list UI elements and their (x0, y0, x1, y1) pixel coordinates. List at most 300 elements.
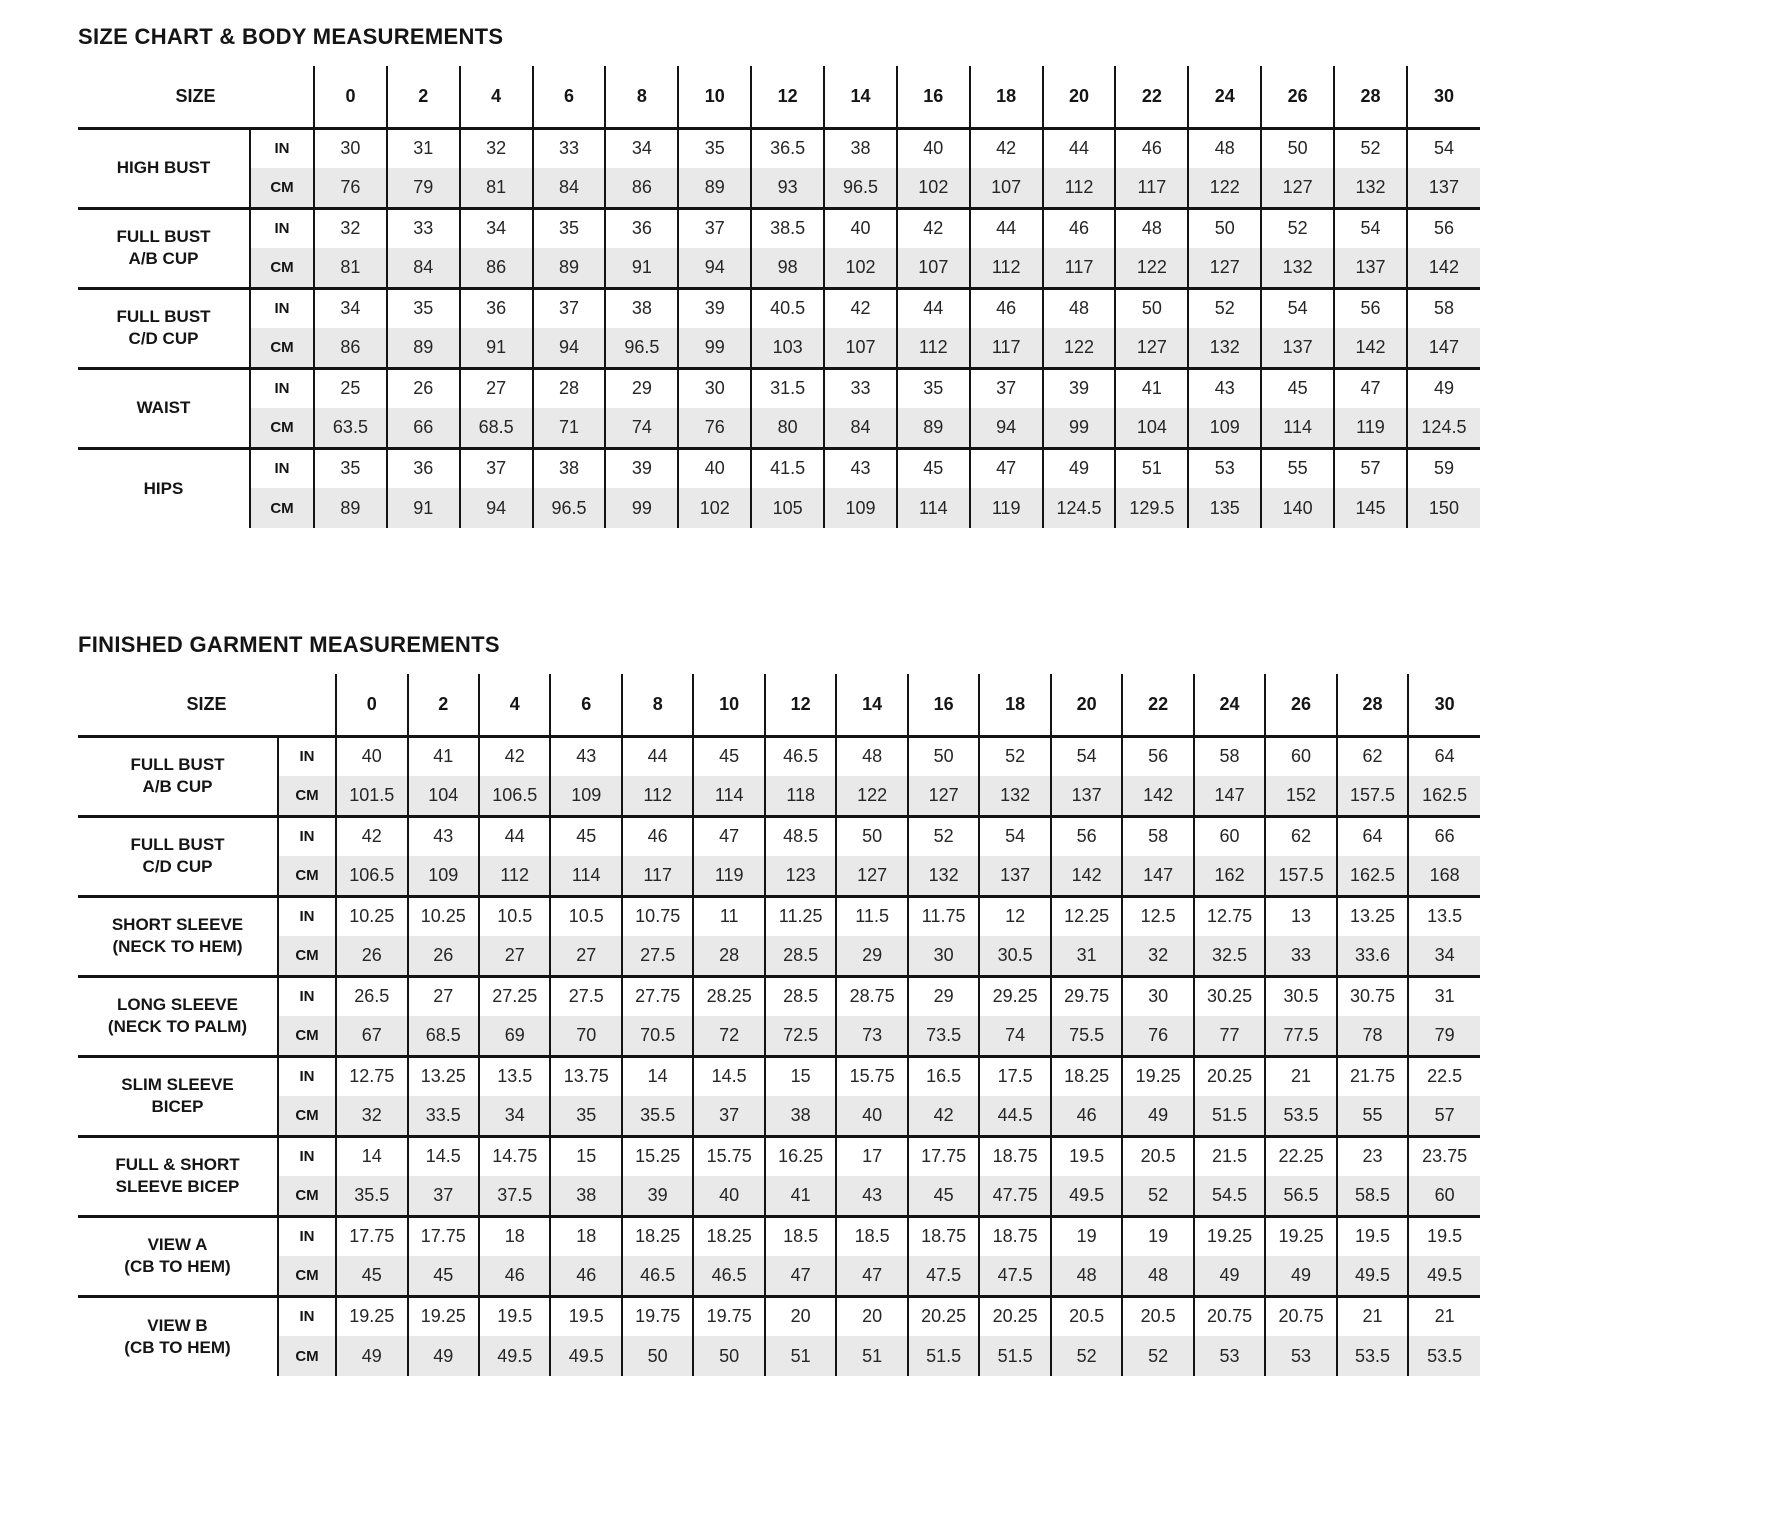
measurement-value-cell: 30.75 (1337, 976, 1408, 1016)
measurement-value-cell: 36.5 (751, 128, 824, 168)
unit-label-in: IN (250, 368, 314, 408)
measurement-value-cell: 47 (693, 816, 764, 856)
measurement-value-cell: 98 (751, 248, 824, 288)
measurement-value-cell: 62 (1265, 816, 1336, 856)
measurement-value-cell: 33 (387, 208, 460, 248)
measurement-value-cell: 40 (693, 1176, 764, 1216)
row-label-line: VIEW B (147, 1315, 208, 1335)
measurement-value-cell: 35 (678, 128, 751, 168)
measurement-value-cell: 31 (1051, 936, 1122, 976)
measurement-value-cell: 96.5 (824, 168, 897, 208)
measurement-value-cell: 50 (1188, 208, 1261, 248)
measurement-value-cell: 53 (1188, 448, 1261, 488)
measurement-value-cell: 43 (824, 448, 897, 488)
measurement-value-cell: 60 (1265, 736, 1336, 776)
row-label (78, 368, 250, 448)
row-label-line: (CB TO HEM) (124, 1257, 231, 1276)
measurement-value-cell: 46.5 (693, 1256, 764, 1296)
unit-label-cm: CM (250, 488, 314, 528)
measurement-value-cell: 132 (908, 856, 979, 896)
measurement-value-cell: 119 (693, 856, 764, 896)
row-label (78, 128, 250, 208)
size-header-cell: 4 (479, 674, 550, 736)
unit-label-in: IN (278, 1296, 336, 1336)
measurement-value-cell: 168 (1408, 856, 1480, 896)
measurement-value-cell: 56 (1051, 816, 1122, 856)
measurement-value-cell: 19.5 (479, 1296, 550, 1336)
measurement-value-cell: 58 (1407, 288, 1480, 328)
measurement-value-cell: 114 (550, 856, 621, 896)
measurement-value-cell: 39 (622, 1176, 693, 1216)
measurement-table (78, 674, 1480, 1376)
measurement-value-cell: 137 (1261, 328, 1334, 368)
measurement-value-cell: 52 (908, 816, 979, 856)
measurement-value-cell: 20.25 (908, 1296, 979, 1336)
measurement-value-cell: 16.5 (908, 1056, 979, 1096)
measurement-value-cell: 89 (678, 168, 751, 208)
measurement-value-cell: 32 (336, 1096, 407, 1136)
measurement-value-cell: 102 (678, 488, 751, 528)
measurement-value-cell: 47.75 (979, 1176, 1050, 1216)
size-header-cell: 8 (605, 66, 678, 128)
measurement-value-cell: 124.5 (1407, 408, 1480, 448)
measurement-value-cell: 147 (1194, 776, 1265, 816)
measurement-value-cell: 122 (1115, 248, 1188, 288)
measurement-value-cell: 44 (479, 816, 550, 856)
measurement-value-cell: 94 (533, 328, 606, 368)
measurement-value-cell: 89 (314, 488, 387, 528)
measurement-value-cell: 96.5 (533, 488, 606, 528)
measurement-value-cell: 58 (1194, 736, 1265, 776)
row-label-line: C/D CUP (142, 857, 213, 876)
measurement-value-cell: 54 (1051, 736, 1122, 776)
measurement-value-cell: 89 (533, 248, 606, 288)
measurement-value-cell: 28.75 (836, 976, 907, 1016)
unit-label-cm: CM (278, 1016, 336, 1056)
size-header-cell: 6 (550, 674, 621, 736)
measurement-value-cell: 34 (314, 288, 387, 328)
measurement-value-cell: 52 (979, 736, 1050, 776)
measurement-value-cell: 30.25 (1194, 976, 1265, 1016)
measurement-value-cell: 102 (897, 168, 970, 208)
measurement-value-cell: 68.5 (408, 1016, 479, 1056)
measurement-value-cell: 142 (1051, 856, 1122, 896)
measurement-value-cell: 32 (1122, 936, 1193, 976)
measurement-value-cell: 117 (1043, 248, 1116, 288)
measurement-value-cell: 51 (836, 1336, 907, 1376)
measurement-value-cell: 81 (314, 248, 387, 288)
measurement-value-cell: 45 (693, 736, 764, 776)
measurement-value-cell: 33.5 (408, 1096, 479, 1136)
measurement-value-cell: 17 (836, 1136, 907, 1176)
measurement-value-cell: 22.25 (1265, 1136, 1336, 1176)
garment-measurements-table-container (78, 674, 1757, 1376)
measurement-value-cell: 53.5 (1408, 1336, 1480, 1376)
measurement-value-cell: 37 (970, 368, 1043, 408)
measurement-value-cell: 46.5 (622, 1256, 693, 1296)
measurement-value-cell: 122 (1043, 328, 1116, 368)
measurement-value-cell: 35 (314, 448, 387, 488)
measurement-value-cell: 19.5 (1051, 1136, 1122, 1176)
measurement-value-cell: 10.5 (479, 896, 550, 936)
measurement-value-cell: 137 (979, 856, 1050, 896)
measurement-value-cell: 35 (550, 1096, 621, 1136)
measurement-value-cell: 112 (1043, 168, 1116, 208)
measurement-value-cell: 49 (1194, 1256, 1265, 1296)
measurement-value-cell: 46 (1115, 128, 1188, 168)
measurement-value-cell: 27.5 (550, 976, 621, 1016)
measurement-value-cell: 46 (1051, 1096, 1122, 1136)
measurement-value-cell: 26 (408, 936, 479, 976)
measurement-value-cell: 122 (836, 776, 907, 816)
measurement-value-cell: 12.75 (336, 1056, 407, 1096)
measurement-value-cell: 34 (1408, 936, 1480, 976)
measurement-value-cell: 91 (387, 488, 460, 528)
measurement-value-cell: 32 (314, 208, 387, 248)
row-label-line: SLEEVE BICEP (115, 1177, 240, 1196)
measurement-value-cell: 15.25 (622, 1136, 693, 1176)
row-label-line: C/D CUP (128, 329, 199, 348)
measurement-value-cell: 117 (622, 856, 693, 896)
measurement-value-cell: 35 (387, 288, 460, 328)
measurement-value-cell: 73.5 (908, 1016, 979, 1056)
measurement-value-cell: 38 (550, 1176, 621, 1216)
measurement-value-cell: 74 (979, 1016, 1050, 1056)
measurement-value-cell: 119 (1334, 408, 1407, 448)
measurement-value-cell: 43 (836, 1176, 907, 1216)
measurement-value-cell: 44 (897, 288, 970, 328)
measurement-value-cell: 162.5 (1408, 776, 1480, 816)
measurement-value-cell: 99 (678, 328, 751, 368)
measurement-value-cell: 45 (336, 1256, 407, 1296)
measurement-value-cell: 43 (408, 816, 479, 856)
measurement-value-cell: 23 (1337, 1136, 1408, 1176)
measurement-value-cell: 127 (1261, 168, 1334, 208)
measurement-value-cell: 52 (1122, 1336, 1193, 1376)
measurement-value-cell: 94 (460, 488, 533, 528)
measurement-value-cell: 112 (970, 248, 1043, 288)
size-header-cell: 28 (1337, 674, 1408, 736)
measurement-value-cell: 17.5 (979, 1056, 1050, 1096)
measurement-value-cell: 37.5 (479, 1176, 550, 1216)
measurement-value-cell: 19.25 (1194, 1216, 1265, 1256)
measurement-value-cell: 29 (605, 368, 678, 408)
measurement-value-cell: 38 (533, 448, 606, 488)
row-label-line: FULL BUST (130, 754, 225, 774)
measurement-value-cell: 18.75 (979, 1216, 1050, 1256)
measurement-value-cell: 52 (1188, 288, 1261, 328)
measurement-value-cell: 43 (1188, 368, 1261, 408)
measurement-value-cell: 51 (1115, 448, 1188, 488)
measurement-value-cell: 112 (479, 856, 550, 896)
measurement-value-cell: 70 (550, 1016, 621, 1056)
measurement-value-cell: 29.75 (1051, 976, 1122, 1016)
measurement-value-cell: 114 (1261, 408, 1334, 448)
measurement-value-cell: 45 (897, 448, 970, 488)
unit-label-cm: CM (278, 1176, 336, 1216)
measurement-value-cell: 19.5 (1337, 1216, 1408, 1256)
measurement-value-cell: 39 (1043, 368, 1116, 408)
row-label-line: HIGH BUST (116, 157, 211, 177)
measurement-value-cell: 13 (1265, 896, 1336, 936)
measurement-value-cell: 162.5 (1337, 856, 1408, 896)
unit-label-cm: CM (250, 408, 314, 448)
body-measurements-section (78, 24, 1757, 528)
measurement-value-cell: 145 (1334, 488, 1407, 528)
measurement-value-cell: 62 (1337, 736, 1408, 776)
unit-label-cm: CM (278, 1096, 336, 1136)
measurement-value-cell: 99 (1043, 408, 1116, 448)
measurement-value-cell: 60 (1194, 816, 1265, 856)
measurement-value-cell: 50 (908, 736, 979, 776)
measurement-value-cell: 122 (1188, 168, 1261, 208)
measurement-value-cell: 48 (1043, 288, 1116, 328)
measurement-value-cell: 77 (1194, 1016, 1265, 1056)
measurement-value-cell: 84 (824, 408, 897, 448)
size-header-cell: 24 (1194, 674, 1265, 736)
measurement-value-cell: 14 (336, 1136, 407, 1176)
measurement-value-cell: 30 (1122, 976, 1193, 1016)
measurement-value-cell: 104 (408, 776, 479, 816)
measurement-value-cell: 48 (1115, 208, 1188, 248)
size-header-cell: 26 (1261, 66, 1334, 128)
measurement-value-cell: 17.75 (408, 1216, 479, 1256)
measurement-value-cell: 41 (1115, 368, 1188, 408)
measurement-value-cell: 109 (824, 488, 897, 528)
measurement-value-cell: 47.5 (979, 1256, 1050, 1296)
measurement-value-cell: 42 (897, 208, 970, 248)
size-header-cell: 14 (824, 66, 897, 128)
measurement-value-cell: 127 (1115, 328, 1188, 368)
size-header-cell: 26 (1265, 674, 1336, 736)
measurement-value-cell: 12.5 (1122, 896, 1193, 936)
measurement-value-cell: 30 (678, 368, 751, 408)
measurement-value-cell: 54 (1261, 288, 1334, 328)
measurement-value-cell: 34 (460, 208, 533, 248)
measurement-value-cell: 19.5 (550, 1296, 621, 1336)
measurement-value-cell: 20.5 (1122, 1136, 1193, 1176)
measurement-value-cell: 38.5 (751, 208, 824, 248)
measurement-value-cell: 49.5 (479, 1336, 550, 1376)
section-title: FINISHED GARMENT MEASUREMENTS (78, 632, 500, 657)
measurement-value-cell: 47 (836, 1256, 907, 1296)
measurement-value-cell: 53.5 (1337, 1336, 1408, 1376)
measurement-value-cell: 21 (1408, 1296, 1480, 1336)
measurement-value-cell: 52 (1122, 1176, 1193, 1216)
unit-label-cm: CM (250, 248, 314, 288)
measurement-value-cell: 37 (678, 208, 751, 248)
measurement-value-cell: 35.5 (622, 1096, 693, 1136)
measurement-value-cell: 27 (550, 936, 621, 976)
size-header-cell: 0 (336, 674, 407, 736)
measurement-value-cell: 19.75 (693, 1296, 764, 1336)
measurement-value-cell: 49.5 (1051, 1176, 1122, 1216)
measurement-value-cell: 37 (460, 448, 533, 488)
measurement-value-cell: 44 (1043, 128, 1116, 168)
measurement-value-cell: 46 (1043, 208, 1116, 248)
measurement-value-cell: 157.5 (1337, 776, 1408, 816)
unit-label-cm: CM (278, 856, 336, 896)
size-header-cell: 16 (908, 674, 979, 736)
measurement-value-cell: 79 (387, 168, 460, 208)
measurement-value-cell: 19 (1122, 1216, 1193, 1256)
size-header-cell: 0 (314, 66, 387, 128)
measurement-value-cell: 17.75 (908, 1136, 979, 1176)
measurement-value-cell: 142 (1334, 328, 1407, 368)
measurement-value-cell: 34 (605, 128, 678, 168)
measurement-value-cell: 41 (408, 736, 479, 776)
measurement-value-cell: 109 (408, 856, 479, 896)
measurement-value-cell: 52 (1261, 208, 1334, 248)
measurement-value-cell: 69 (479, 1016, 550, 1056)
row-label (78, 736, 278, 816)
measurement-value-cell: 123 (765, 856, 836, 896)
size-header-cell: 10 (678, 66, 751, 128)
row-label-line: LONG SLEEVE (117, 994, 238, 1014)
measurement-value-cell: 30 (908, 936, 979, 976)
row-label-line: WAIST (136, 397, 191, 417)
measurement-value-cell: 28 (533, 368, 606, 408)
measurement-value-cell: 68.5 (460, 408, 533, 448)
measurement-value-cell: 18.25 (693, 1216, 764, 1256)
measurement-value-cell: 53 (1265, 1336, 1336, 1376)
row-label-line: (NECK TO PALM) (107, 1017, 248, 1036)
measurement-value-cell: 41 (765, 1176, 836, 1216)
measurement-value-cell: 147 (1407, 328, 1480, 368)
row-label (78, 288, 250, 368)
measurement-value-cell: 22.5 (1408, 1056, 1480, 1096)
unit-label-in: IN (250, 128, 314, 168)
unit-label-in: IN (278, 816, 336, 856)
unit-label-cm: CM (278, 936, 336, 976)
measurement-value-cell: 21 (1337, 1296, 1408, 1336)
size-row-label: SIZE (175, 85, 216, 106)
measurement-value-cell: 30 (314, 128, 387, 168)
measurement-table (78, 66, 1480, 528)
measurement-value-cell: 15 (765, 1056, 836, 1096)
measurement-value-cell: 18.25 (1051, 1056, 1122, 1096)
measurement-value-cell: 114 (897, 488, 970, 528)
measurement-value-cell: 50 (1261, 128, 1334, 168)
measurement-value-cell: 45 (550, 816, 621, 856)
measurement-value-cell: 33 (1265, 936, 1336, 976)
measurement-value-cell: 54 (979, 816, 1050, 856)
measurement-value-cell: 13.5 (1408, 896, 1480, 936)
measurement-value-cell: 63.5 (314, 408, 387, 448)
measurement-value-cell: 20.75 (1265, 1296, 1336, 1336)
measurement-value-cell: 11.75 (908, 896, 979, 936)
unit-label-in: IN (250, 288, 314, 328)
measurement-value-cell: 40 (678, 448, 751, 488)
measurement-value-cell: 117 (970, 328, 1043, 368)
row-label (78, 816, 278, 896)
measurement-value-cell: 157.5 (1265, 856, 1336, 896)
measurement-value-cell: 30.5 (1265, 976, 1336, 1016)
measurement-value-cell: 105 (751, 488, 824, 528)
unit-label-in: IN (278, 1216, 336, 1256)
measurement-value-cell: 72 (693, 1016, 764, 1056)
measurement-value-cell: 52 (1051, 1336, 1122, 1376)
measurement-value-cell: 84 (533, 168, 606, 208)
measurement-value-cell: 89 (387, 328, 460, 368)
measurement-value-cell: 20.75 (1194, 1296, 1265, 1336)
measurement-value-cell: 127 (836, 856, 907, 896)
measurement-value-cell: 50 (622, 1336, 693, 1376)
measurement-value-cell: 51.5 (908, 1336, 979, 1376)
measurement-value-cell: 18.75 (908, 1216, 979, 1256)
row-label-line: SHORT SLEEVE (111, 914, 244, 934)
measurement-value-cell: 57 (1334, 448, 1407, 488)
measurement-value-cell: 86 (605, 168, 678, 208)
measurement-value-cell: 77.5 (1265, 1016, 1336, 1056)
measurement-value-cell: 35 (533, 208, 606, 248)
measurement-value-cell: 76 (678, 408, 751, 448)
body-measurements-table-container (78, 66, 1757, 528)
measurement-value-cell: 94 (970, 408, 1043, 448)
measurement-value-cell: 32 (460, 128, 533, 168)
measurement-value-cell: 39 (605, 448, 678, 488)
measurement-value-cell: 27 (479, 936, 550, 976)
measurement-value-cell: 52 (1334, 128, 1407, 168)
unit-label-in: IN (278, 896, 336, 936)
measurement-value-cell: 16.25 (765, 1136, 836, 1176)
measurement-value-cell: 37 (533, 288, 606, 328)
measurement-value-cell: 32.5 (1194, 936, 1265, 976)
measurement-value-cell: 12.25 (1051, 896, 1122, 936)
row-label-line: FULL BUST (130, 834, 225, 854)
size-header-cell: 14 (836, 674, 907, 736)
measurement-value-cell: 48.5 (765, 816, 836, 856)
measurement-value-cell: 114 (693, 776, 764, 816)
measurement-value-cell: 27.25 (479, 976, 550, 1016)
unit-label-cm: CM (278, 1336, 336, 1376)
measurement-value-cell: 112 (897, 328, 970, 368)
measurement-value-cell: 50 (693, 1336, 764, 1376)
measurement-value-cell: 23.75 (1408, 1136, 1480, 1176)
measurement-value-cell: 10.25 (336, 896, 407, 936)
page-title: SIZE CHART & BODY MEASUREMENTS (78, 24, 504, 49)
unit-label-in: IN (278, 736, 336, 776)
measurement-value-cell: 15 (550, 1136, 621, 1176)
measurement-value-cell: 57 (1408, 1096, 1480, 1136)
measurement-value-cell: 31 (387, 128, 460, 168)
measurement-value-cell: 46 (550, 1256, 621, 1296)
measurement-value-cell: 10.25 (408, 896, 479, 936)
measurement-value-cell: 48 (1188, 128, 1261, 168)
measurement-value-cell: 20.5 (1051, 1296, 1122, 1336)
measurement-value-cell: 53.5 (1265, 1096, 1336, 1136)
measurement-value-cell: 152 (1265, 776, 1336, 816)
measurement-value-cell: 11.25 (765, 896, 836, 936)
measurement-value-cell: 55 (1261, 448, 1334, 488)
measurement-value-cell: 79 (1408, 1016, 1480, 1056)
measurement-value-cell: 20.25 (979, 1296, 1050, 1336)
measurement-value-cell: 76 (1122, 1016, 1193, 1056)
measurement-value-cell: 18 (550, 1216, 621, 1256)
measurement-value-cell: 38 (765, 1096, 836, 1136)
measurement-value-cell: 36 (387, 448, 460, 488)
size-header-cell: 22 (1122, 674, 1193, 736)
measurement-value-cell: 19.75 (622, 1296, 693, 1336)
measurement-value-cell: 37 (693, 1096, 764, 1136)
measurement-value-cell: 14 (622, 1056, 693, 1096)
measurement-value-cell: 14.75 (479, 1136, 550, 1176)
measurement-value-cell: 34 (479, 1096, 550, 1136)
measurement-value-cell: 140 (1261, 488, 1334, 528)
measurement-value-cell: 20.25 (1194, 1056, 1265, 1096)
measurement-value-cell: 42 (824, 288, 897, 328)
measurement-value-cell: 93 (751, 168, 824, 208)
